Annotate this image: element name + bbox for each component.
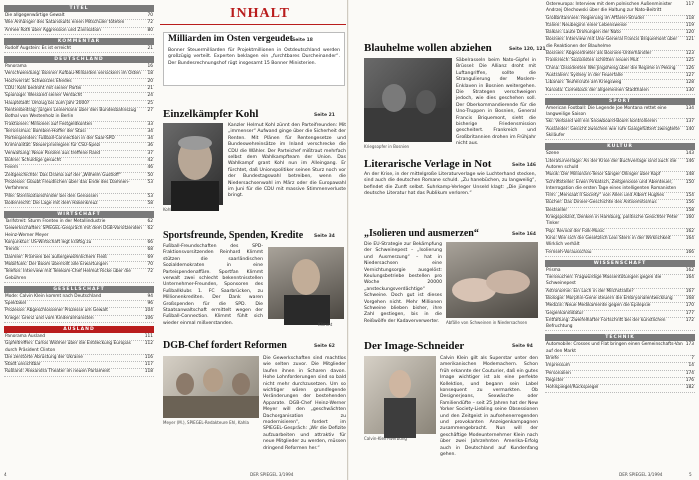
left-contents-index xyxy=(4,2,154,466)
index-entry[interactable] xyxy=(4,240,154,247)
index-entry-page: 148 xyxy=(685,172,694,178)
article-text: Säbelrasseln beim Nato-Gipfel in Brüssel: Die Allianz droht mit Luftangriffen, sollte die Strangulierung der Moslem-Enklaven in Bosnien weitergehen. Die Strategen verschweigen jedoch, wie dies geschehen soll. Der Oberkommandierende für die Uno-Truppen in Bosnien, General Francis Briquemont, sieht die bisherige Friedensmission gescheitert. Frankreich und Großbritannien drohen im Frühjahr nicht aus. xyxy=(456,58,536,147)
index-entry-title: Libanon: Teufelsrute am Kriegsweg xyxy=(546,80,622,86)
pigs-illustration xyxy=(446,242,538,318)
index-entry-title: Großbritannien: Regierung im Affären-Strudel xyxy=(546,15,644,21)
article-text: Die Gewerkschaften sind machtlos wie selten zuvor. Die Mitglieder laufen ihnen in Scharen davon. Hohe Lohnforderungen sind so bald nicht mehr durchzusetzen. Um so wichtiger wären grundlegende Veränderungen der bestehenden Apparate. DGB-Chef Heinz-Werner Meyer will den „geschwächten Dachorganisation zu modernisieren“, fordert im SPIEGEL-Gespräch: „Wir die Defizite aufzuarbeiten und attraktiv für neue Mitglieder zu werden, müssen dringend Reformen her.“ xyxy=(263,356,346,451)
index-entry[interactable] xyxy=(4,173,154,180)
index-entry-title: Kriminalität: Steuerprivilegien für CSU-Spezi xyxy=(5,143,101,149)
index-section-header: AUSLAND xyxy=(4,326,154,333)
index-entry-title: Personalien xyxy=(546,370,571,376)
index-entry-title: Die allgegenwärtige Gewalt xyxy=(5,13,65,18)
index-entry-page: 168 xyxy=(685,295,694,301)
pigs-photo xyxy=(446,242,538,318)
index-entry-title: Tierseuchen: Fragwürdige Massentötungen gegen die Schweinepest xyxy=(546,275,662,287)
index-entry[interactable] xyxy=(545,318,695,332)
article-text: Calvin Klein gilt als Superstar unter den amerikanischen Modemachern. Schon früh erkannte der Couturier, daß ein gutes Image wichtiger ist als eine perfekte Kollektion, und begann sein Label konsequent zu vermarkten. Ob Designerjeans, Sexwäsche oder Familiendüfte – seit 25 Jahren hat der New Yorker Society-Liebling seine Obsessionen und den Zeitgeist in aufsehenerregenden und provokanten Anzeigenkampagnen zusammengebracht. Nun will der geschäftige Modeunternehmer Klein nach über zwei Jahrzehnten Amerika-Erfolg auch in Deutschland auf Kundenfang gehen. xyxy=(440,356,538,458)
index-entry[interactable] xyxy=(4,180,154,194)
photo-caption: Calvin-Klein-Werbung xyxy=(364,436,407,441)
index-entry-page: 121 xyxy=(685,37,694,43)
index-entry-page: 164 xyxy=(685,275,694,281)
index-entry[interactable] xyxy=(545,2,695,16)
index-entry-page: 111 xyxy=(144,333,153,339)
index-entry-page: 177 xyxy=(685,310,694,316)
index-entry[interactable] xyxy=(4,20,154,27)
index-entry-page: 42 xyxy=(147,158,153,164)
article-title: Literarische Verlage in Not xyxy=(364,158,492,170)
index-entry-title: Bücher: Das Dinner-Geschichte des Antisemitismus xyxy=(546,200,657,206)
index-entry[interactable] xyxy=(4,294,154,301)
index-entry-page: 116 xyxy=(144,354,153,360)
index-entry-title: Impressum xyxy=(546,363,570,369)
index-entry[interactable] xyxy=(4,226,154,240)
index-entry-title: Parteispenden: Fußball-Connection in der Saar-SPD xyxy=(5,136,115,142)
index-entry[interactable] xyxy=(545,151,695,158)
article-title: Blauhelme wollen abziehen xyxy=(364,42,492,54)
index-entry-page: 120 xyxy=(685,30,694,36)
index-entry-title: Terrorismus: Bomben-Hoffer der Stasi xyxy=(5,128,86,134)
index-entry-page: 16 xyxy=(147,64,153,70)
index-entry-page: 36 xyxy=(147,143,153,149)
index-section-header: TITEL xyxy=(4,5,154,12)
index-entry-title: Konjunktur: US-Wirtschaft legt kräftig zu xyxy=(5,240,92,246)
index-entry-page: 173 xyxy=(685,342,694,348)
index-entry[interactable] xyxy=(545,172,695,179)
index-entry-page: 69 xyxy=(147,254,153,260)
index-entry[interactable] xyxy=(4,308,154,315)
index-entry-page: 126 xyxy=(685,65,694,71)
index-entry-title: Astronomie: Ein Loch in der Milchstraße? xyxy=(546,288,634,294)
bosnia-photo xyxy=(364,58,452,142)
portrait-illustration xyxy=(163,123,223,205)
inhalt-rule xyxy=(160,24,346,25)
index-entry-title: Bestseller xyxy=(546,207,568,213)
index-section-header: WISSENSCHAFT xyxy=(545,260,695,267)
index-entry[interactable] xyxy=(4,247,154,254)
index-entry-page: 127 xyxy=(685,72,694,78)
index-section-header: WIRTSCHAFT xyxy=(4,211,154,218)
index-entry-title: Spionage: Wessand seiner Verdacht xyxy=(5,93,83,99)
photo-caption: Abfälle von Schweinen in Niedersachsen xyxy=(446,320,528,325)
index-entry-page: 118 xyxy=(144,369,153,375)
index-entry-page: 25 xyxy=(147,100,153,106)
index-entry-title: Kriegspolizist, Denken in Hamburg, politische Gesichter Peter Tinker xyxy=(546,215,678,227)
index-entry-page: 119 xyxy=(685,22,694,28)
index-entry-page: 164 xyxy=(685,235,694,241)
index-entry-title: Gewerkschaften: SPIEGEL-Gespräch mit dem DGB-Vorsitzenden Heinz-Werner Meyer xyxy=(5,226,142,238)
index-section-header: TECHNIK xyxy=(545,334,695,341)
war-victims-illustration xyxy=(364,58,452,142)
index-entry-page: 130 xyxy=(685,87,694,93)
index-entry-title: Australien: Sydney in der Feuerfalle xyxy=(546,72,623,78)
index-entry-page: 53 xyxy=(147,179,153,185)
index-entry-title: Pille: Sterilisationshinder bei den Genossen xyxy=(5,193,98,199)
index-entry-page: 46 xyxy=(147,165,153,171)
index-entry-title: Register xyxy=(546,377,564,383)
index-entry-title: Panorama Ausland xyxy=(5,333,46,339)
index-entry-page: 134 xyxy=(685,105,694,111)
calvin-klein-photo xyxy=(364,356,436,434)
index-entry[interactable] xyxy=(4,71,154,78)
index-entry-page: 162 xyxy=(685,267,694,273)
index-entry-page: 128 xyxy=(685,80,694,86)
index-entry-page: 158 xyxy=(685,207,694,213)
index-entry-page: 174 xyxy=(685,370,694,376)
index-entry-page: 137 xyxy=(685,119,694,125)
index-entry-page: 160 xyxy=(685,215,694,221)
index-entry-title: Bosnien: Interview mit Uno-General Francis Briquemont über die Reaktionen der Blauhelme xyxy=(546,37,678,49)
article-page: Seite 146 xyxy=(512,163,536,168)
index-entry[interactable] xyxy=(545,88,695,95)
index-entry-page: 21 xyxy=(147,86,153,92)
index-entry-page: 112 xyxy=(144,341,153,347)
index-entry-page: 123 xyxy=(685,51,694,57)
index-entry[interactable] xyxy=(545,311,695,318)
index-entry-title: Telefon: Interview mit Telekom-Chef Helmut Ricke über die Gebühren xyxy=(5,269,131,281)
article-page: Seite 164 xyxy=(512,232,536,237)
magazine-footer-left: DER SPIEGEL 3/1994 xyxy=(250,472,294,477)
index-entry-title: Rußland: Alexandra Theater im neuen Parlament xyxy=(5,369,110,375)
article-page: Seite 94 xyxy=(512,344,533,349)
index-entry[interactable] xyxy=(545,215,695,229)
photo-caption: Kriegsopfer in Bosnien xyxy=(364,144,410,149)
index-entry-page: 34 xyxy=(147,128,153,134)
photo-caption: Meyer (M.), SPIEGEL-Redakteure Ehl, Kahla xyxy=(163,420,249,425)
index-entry-title: Daimler: Prämien bei außergewöhnlichem Fleiß xyxy=(5,254,107,260)
index-entry[interactable] xyxy=(4,269,154,283)
index-entry-title: American Football: Die Legende Joe Montana rettet eine langweilige Saison xyxy=(546,105,667,118)
index-entry[interactable] xyxy=(4,194,154,201)
index-entry-page: 68 xyxy=(147,247,153,253)
index-entry-page: 146 xyxy=(685,158,694,164)
index-entry-page: 172 xyxy=(685,317,694,323)
index-entry-page: 21 xyxy=(147,45,153,51)
article-title: Der Image-Schneider xyxy=(364,340,465,352)
article-page: Seite 120, 121 xyxy=(509,47,546,52)
index-entry-title: Tarifstreit: Sturm Frontex in der Metallindustrie xyxy=(5,219,106,225)
index-entry[interactable] xyxy=(545,106,695,120)
index-entry-page: 80 xyxy=(147,27,153,33)
index-entry-title: Ski: Verband will ein Snowboard-Boom kontrollieren xyxy=(546,119,657,125)
index-entry-title: Kino: Wie sich die Gesetzlich Lexi Stern in der Wirklichkeit Wirklich verhält xyxy=(546,235,671,248)
index-entry-title: Hauptstadt: Umzug bis zum Jahr 2000? xyxy=(5,100,90,106)
index-section-header: KOMMENTAR xyxy=(4,38,154,45)
inhalt-title: INHALT xyxy=(230,6,290,21)
index-entry[interactable] xyxy=(545,200,695,207)
index-entry-title: Prozesse: Glaubt Freudlichen über das Ende des Damnen-Verfahrens xyxy=(5,179,130,192)
index-entry[interactable] xyxy=(4,46,154,53)
index-entry-page: 37 xyxy=(147,150,153,156)
photo-caption: Kohl xyxy=(163,207,172,212)
index-entry-page: 182 xyxy=(685,385,694,391)
index-entry-title: Gegenkandidatur xyxy=(546,310,584,316)
article-title: Einzelkämpfer Kohl xyxy=(163,108,259,120)
article-title: Milliarden im Osten vergeudet xyxy=(168,34,293,44)
meyer-photo xyxy=(163,356,259,418)
index-entry-page: 170 xyxy=(685,303,694,309)
index-entry-page: 66 xyxy=(147,240,153,246)
index-entry-page: 72 xyxy=(147,20,153,26)
index-entry-title: Film: „Mensaat II Society“ von Allen und Albert Hughes xyxy=(546,193,665,199)
index-section-header: KULTUR xyxy=(545,143,695,150)
index-entry-page: 117 xyxy=(685,2,694,7)
article-text: Die EU-Strategie zur Bekämpfung der Schweinepest – „Isolierung und Ausmerzung“ – hat in Niedersachsen eine Vernichtungsorgie ausgelöst: Keulungsbetriebe bestellen pro Woche 20000 „ansteckungsverdächtige“ Schweine. Doch gut ist dieses Vorgehen nicht. Mehr Millionen Schweine blieben bisher, ihre Zahl gestiegen, bis in die Reißwölfe der Kadaververwerter. xyxy=(364,242,442,324)
magazine-footer-right: DER SPIEGEL 3/1994 xyxy=(619,472,663,477)
index-entry[interactable] xyxy=(545,385,695,392)
index-entry[interactable] xyxy=(545,127,695,141)
index-entry-page: 62 xyxy=(147,219,153,225)
index-entry-page: 7 xyxy=(691,356,694,362)
index-entry-title: Schriftsteller: Erwin Pirkatsch, Zeitgenosse und Abenteuer, Interrogation die ersten Tage eines intelligenten Romanisten xyxy=(546,179,677,191)
index-entry-page: 104 xyxy=(144,308,153,314)
article-page: Seite 21 xyxy=(314,113,335,118)
right-page xyxy=(349,0,699,480)
article-title: „Isolieren und ausmerzen“ xyxy=(364,228,479,239)
index-entry-page: 96 xyxy=(147,301,153,307)
index-section-header: GESELLSCHAFT xyxy=(4,286,154,293)
index-entry-title: Bodenrecht: Die Lage mit dem Hakenkreuz xyxy=(5,200,98,206)
index-entry-title: CDU: Kohl bedroht mit seiner Partei xyxy=(5,86,82,92)
index-entry-title: Panorama xyxy=(5,64,27,70)
index-entry-title: Hohlspiegel/Rückspiegel xyxy=(546,385,599,391)
index-entry[interactable] xyxy=(545,268,695,275)
index-entry-title: Ausländer: Gesicht zwischen wie rufe Gaisgefüttert zwingtelte Skiläufer xyxy=(546,126,680,139)
index-entry-title: Biologie: Morphin-Gene steuern die Embryonalentwicklung xyxy=(546,295,673,301)
index-entry-title: Verschwendung: Bonner Aufbau-Milliarden versickern im Osten xyxy=(5,71,141,77)
index-entry-title: Szene xyxy=(546,151,559,157)
index-entry-page: 34 xyxy=(147,136,153,142)
index-entry[interactable] xyxy=(4,101,154,108)
index-entry[interactable] xyxy=(545,58,695,65)
article-page: Seite 18 xyxy=(292,38,313,43)
index-entry-page: 118 xyxy=(685,15,694,21)
right-contents-index xyxy=(545,2,695,466)
index-entry-title: Mode: Calvin Klein kommt nach Deutschland xyxy=(5,293,102,299)
index-entry-page: 154 xyxy=(685,193,694,199)
article-page: Seite 62 xyxy=(314,344,335,349)
index-entry[interactable] xyxy=(545,303,695,310)
index-entry[interactable] xyxy=(4,255,154,262)
article-text: Bonner Steuermilliarden für Projektmillionen in Ostdeutschland werden großzügig verteilt. Experten beklagen ein „furchtbares Durcheinander“. Der Bundesrechnungshof rügt insgesamt 15 Bonner Ministerien. xyxy=(168,48,340,66)
article-page: Seite 34 xyxy=(314,234,335,239)
index-entry-title: Kanada: Comeback der allgemeinen Stadthalen xyxy=(546,87,649,93)
article-title: DGB-Chef fordert Reformen xyxy=(163,340,287,351)
page-number-left: 4 xyxy=(4,472,7,477)
index-entry-page: 33 xyxy=(147,121,153,127)
index-entry[interactable] xyxy=(545,363,695,370)
index-entry-title: Entfaltung: Zweifelhafter Fortschritt bei der künstlichen Befruchtung xyxy=(546,317,666,330)
index-entry-page: 150 xyxy=(685,179,694,185)
portrait-illustration xyxy=(268,247,344,319)
index-entry-page: 125 xyxy=(685,58,694,64)
index-entry[interactable] xyxy=(4,165,154,172)
index-entry-page: 143 xyxy=(685,151,694,157)
article-text: Kanzler Helmut Kohl zünnt den Parteifreunden: Mit „immenser“ Aufwand ginge über die Sicherheit der Renten. Mit Plänen für Rentengesetze und Bundeswehreinsätze im Inland verschrecke die CDU die Wähler. Der Parteichef mißtraut mehrfach selbst dem Wahlkampfteam der Union. Das Wahlkampf grant Kohl nun im Alleingang. Er fürchtet, daß Unionspolitiker seinen Sturz noch vor der Bundestagswahl betreiben, wenn die Niedersachsenwahl im März oder die Europawahl im Juni für die CDU mit massive Stimmenverluste bringt. xyxy=(228,123,346,199)
index-entry-page: 70 xyxy=(147,13,153,18)
index-entry[interactable] xyxy=(4,143,154,150)
meeting-illustration xyxy=(163,356,259,418)
index-entry[interactable] xyxy=(4,122,154,129)
klimmt-photo xyxy=(268,247,344,319)
index-entry[interactable] xyxy=(545,236,695,250)
index-entry[interactable] xyxy=(4,79,154,86)
index-entry[interactable] xyxy=(545,66,695,73)
index-entry-page: 70 xyxy=(147,261,153,267)
index-entry-page: 72 xyxy=(147,269,153,275)
index-entry-page: 27 xyxy=(147,107,153,113)
ad-illustration xyxy=(364,356,436,434)
index-entry-title: Zeitgeschichte: Das Drama auf der „Wilhelm Gustloff“ xyxy=(5,172,122,178)
index-entry-page: 106 xyxy=(144,315,153,321)
index-entry[interactable] xyxy=(4,108,154,122)
index-entry-title: Automobile: Crosses und Flat bringen einen Gemeinschafts-Van auf den Markt xyxy=(546,342,683,354)
index-entry-page: 156 xyxy=(685,200,694,206)
index-entry-title: China: Dissidenten Wei Jingsheng über die Regime in Peking xyxy=(546,65,676,71)
index-entry-title: Frankreich: Sozialisten schlitten neuen Mut xyxy=(546,58,639,64)
page-number-right: 5 xyxy=(689,472,692,477)
index-entry-title: Briefe xyxy=(546,356,559,362)
index-entry-title: Kriege: Grenz und vom Kinderalmanisten xyxy=(5,315,94,321)
index-entry-title: Ostereuropa: Interview mit dem polnischen Außenminister Andrzej Olechowski über die Haltung zur Nato-Beitritt xyxy=(546,2,673,14)
article-text: Fußball-Freundschaften des SPD-Fraktionsvorsitzenden Reinhard Klimmt stützen die saarländischen Sozialdemokraten in eine Parteispendenaffäre. Sportfan Klimmt verwalt zwei schlecht bekenntnisstellen Unternehmer-Freunden, Sponsoren des Fußballklubs 1. FC Saarbrücken, zu Millionenkrediten. Der Dank waren Großspenden für die SPD. Die Staatsanwaltschaft ermittelt wegen der Fußball-Connection. Klimmt fühlt sich wieder einmal mißverstanden. xyxy=(163,244,263,326)
index-entry[interactable] xyxy=(545,80,695,87)
article-text: An der Krise, in der mittelgroße Literaturverlage wie Luchterhand stecken, sind auch die deutschen Romane schuld. „Zu hanebüchen, zu langweilig“, befindet die Zunft selbst. Suhrkamp-Verleger Unseld klagt: „Die jüngere deutsche Literatur hat das Publikum verloren.“ xyxy=(364,172,536,197)
index-entry-title: Trends xyxy=(5,247,19,253)
index-entry-title: Prisma xyxy=(546,267,561,273)
index-entry-title: Spektakel xyxy=(5,301,27,307)
index-entry-title: Literaturverlage: An der Krise der Buchverlage sind auch die Autoren schuld xyxy=(546,158,677,170)
index-entry[interactable] xyxy=(4,369,154,376)
index-entry-title: Balkan: Laute Drohungen der Nato xyxy=(546,30,621,36)
index-entry-page: 162 xyxy=(685,228,694,234)
index-entry-title: Italien: Neubeginn einer Lebensweise xyxy=(546,22,627,28)
index-entry[interactable] xyxy=(545,159,695,173)
index-entry-page: 24 xyxy=(147,93,153,99)
index-entry-title: Rentenbeitrag: Jürgen Leinemann über den Bundesbahnszug Bothal von Westenholz in Berlin xyxy=(5,107,137,120)
index-entry-page: 50 xyxy=(147,172,153,178)
index-entry-title: Feiern xyxy=(5,165,19,171)
index-entry[interactable] xyxy=(545,342,695,356)
index-entry[interactable] xyxy=(545,119,695,126)
index-entry-title: Gipfeltreffen: Carlos Widmer über die Entdeckung Europas durch Präsident Clinton xyxy=(5,341,131,353)
index-entry[interactable] xyxy=(545,229,695,236)
index-entry[interactable] xyxy=(4,151,154,158)
index-entry-title: Pop: Revival der Folk-Music xyxy=(546,228,605,234)
kohl-photo xyxy=(163,123,223,205)
article-title: Sportsfreunde, Spenden, Kredite xyxy=(163,230,304,241)
index-entry[interactable] xyxy=(545,289,695,296)
index-entry-title: Stadt unsichtbar xyxy=(5,362,41,368)
index-entry-title: Medizin: Neue Medikamente gegen die Epilepsie xyxy=(546,303,651,309)
index-entry[interactable] xyxy=(545,37,695,51)
index-entry-title: Die zerstörte Abrüstung der Ukraine xyxy=(5,354,83,360)
index-entry-page: 140 xyxy=(685,126,694,132)
index-entry[interactable] xyxy=(545,275,695,289)
index-entry-title: Mobilfunk: Der Boom überrollt alle Erwartungen xyxy=(5,261,108,267)
index-entry[interactable] xyxy=(4,201,154,208)
index-entry-page: 166 xyxy=(685,249,694,255)
index-entry-title: Wie Anhänger des Satanskults einen Mitschüler töteten xyxy=(5,20,125,26)
index-entry[interactable] xyxy=(545,371,695,378)
index-entry-page: 58 xyxy=(147,200,153,206)
index-entry[interactable] xyxy=(4,341,154,355)
index-entry-title: Bosnien: Abgeordneter als Bosnien-Unterhändler xyxy=(546,51,652,57)
index-entry-page: 117 xyxy=(144,362,153,368)
index-section-header: DEUTSCHLAND xyxy=(4,56,154,63)
index-entry-title: Armee Roth über Aggression und Zivilisation xyxy=(5,27,101,33)
left-page xyxy=(0,0,348,480)
photo-caption: Klimmt xyxy=(318,322,333,327)
index-entry-title: Fernseh-Vorausschau xyxy=(546,249,592,255)
inhalt-banner xyxy=(190,6,290,24)
index-entry-page: 167 xyxy=(685,288,694,294)
index-entry[interactable] xyxy=(4,158,154,165)
index-entry-page: 94 xyxy=(147,293,153,299)
index-entry-page: 14 xyxy=(688,363,694,369)
index-entry-title: Bühne: Schuldige gesucht xyxy=(5,158,62,164)
index-entry[interactable] xyxy=(4,316,154,323)
index-entry[interactable] xyxy=(4,28,154,35)
index-entry-title: Hochverrat: Schwarzes Ehedes xyxy=(5,78,72,84)
index-entry-page: 53 xyxy=(147,193,153,199)
index-entry-title: Verwaltung: Neue Parolen aus treffene Rand xyxy=(5,150,101,156)
index-entry[interactable] xyxy=(545,180,695,194)
index-entry[interactable] xyxy=(545,16,695,23)
index-entry[interactable] xyxy=(545,208,695,215)
index-entry-title: Prozesse: Abgeschlossener Prozesse um Gewalt xyxy=(5,308,108,314)
index-entry-title: Rudolf Augstein: Es ist erreicht xyxy=(5,45,72,51)
index-section-header: SPORT xyxy=(545,98,695,105)
index-entry-page: 18 xyxy=(147,71,153,77)
index-entry-title: Musik: Der Millionärs-Tenor Sänger Ollinger über Kopf xyxy=(546,172,661,178)
index-entry-title: Fraktionen: Millionen auf Festgeldkonten xyxy=(5,121,93,127)
index-entry-page: 62 xyxy=(147,226,153,232)
index-entry[interactable] xyxy=(545,250,695,257)
index-entry-page: 176 xyxy=(685,377,694,383)
index-entry[interactable] xyxy=(4,93,154,100)
index-entry-page: 20 xyxy=(147,78,153,84)
